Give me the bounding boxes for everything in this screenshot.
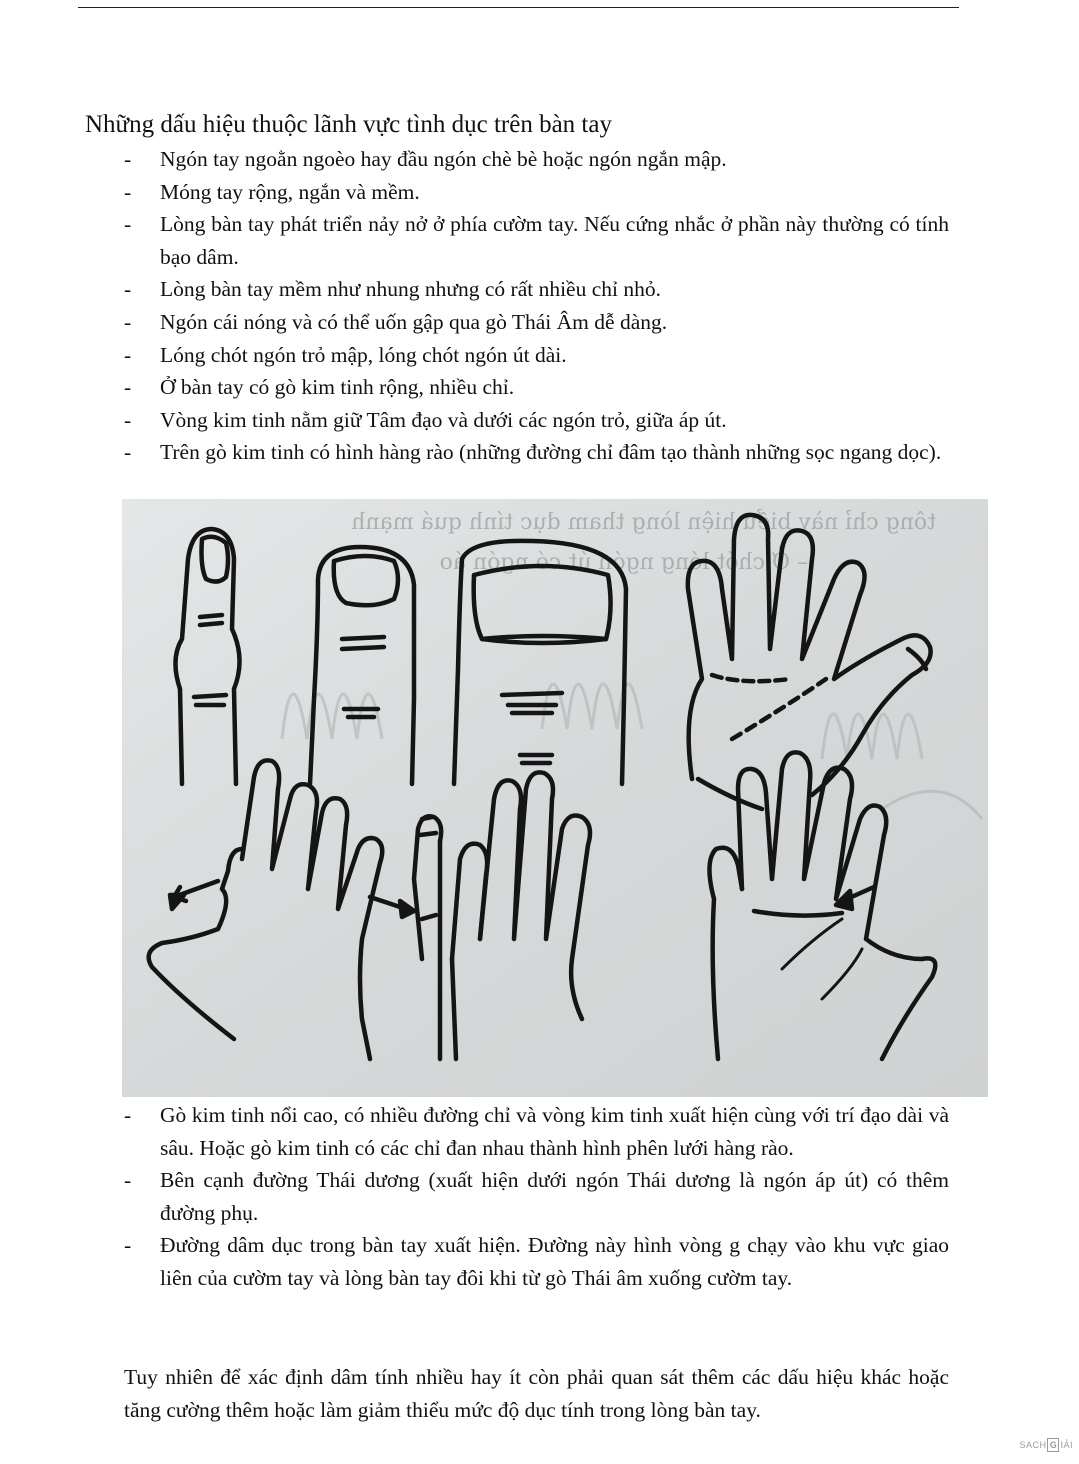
site-watermark — [1019, 1438, 1073, 1452]
header-rule — [78, 7, 959, 8]
section-heading: Những dấu hiệu thuộc lãnh vực tình dục trên bàn tay — [85, 111, 612, 138]
bleed-text-2: – Ở chót lóng ngón út có ngón áo — [439, 550, 808, 575]
list-item: - Vòng kim tinh nằm giữ Tâm đạo và dưới các ngón trỏ, giữa áp út. — [0, 404, 949, 437]
bullet-dash: - — [124, 342, 132, 367]
bullet-dash: - — [124, 147, 132, 171]
hand-illustration-drawing — [122, 499, 988, 1097]
list-item: - Bên cạnh đường Thái dương (xuất hiện dưới ngón Thái dương là ngón áp út) có thêm đường phụ. — [0, 1164, 949, 1229]
list-item: - Lòng bàn tay phát triển nảy nở ở phía cườm tay. Nếu cứng nhắc ở phần này thường có tính bạo dâm. — [0, 208, 949, 273]
hand-illustration — [122, 499, 988, 1097]
bleed-text-1: tông chỉ này biểu hiện lòng tham dục tính quá mạnh — [351, 510, 936, 535]
list-item: - Ở bàn tay có gò kim tinh rộng, nhiều chỉ. — [0, 371, 949, 404]
list-item: - Móng tay rộng, ngắn và mềm. — [0, 176, 949, 209]
bullet-dash: - — [124, 1103, 132, 1127]
bullet-dash: - — [124, 309, 132, 334]
list-item: - Đường dâm dục trong bàn tay xuất hiện. Đường này hình vòng g chạy vào khu vực giao liên của cườm tay và lòng bàn tay đôi khi từ gò Thái âm xuống cườm tay. — [0, 1229, 949, 1294]
bullet-dash: - — [124, 1168, 132, 1193]
list-item: - Ngón tay ngoằn ngoèo hay đầu ngón chè bè hoặc ngón ngắn mập. — [0, 143, 949, 176]
bullet-dash: - — [124, 212, 132, 237]
bullet-dash: - — [124, 277, 132, 302]
bullet-dash: - — [124, 179, 132, 204]
bullet-dash: - — [124, 1233, 132, 1258]
watermark-logo-icon: G — [1047, 1438, 1059, 1452]
list-item: - Trên gò kim tinh có hình hàng rào (những đường chỉ đâm tạo thành những sọc ngang dọc). — [0, 436, 949, 469]
list-item: - Ngón cái nóng và có thể uốn gập qua gò Thái Âm dễ dàng. — [0, 306, 949, 339]
sign-list-bottom — [0, 1099, 949, 1295]
bullet-dash: - — [124, 375, 132, 400]
list-item: - Lòng bàn tay mềm như nhung nhưng có rất nhiều chỉ nhỏ. — [0, 273, 949, 306]
bullet-dash: - — [124, 407, 132, 432]
sign-list-top — [0, 143, 949, 469]
closing-paragraph: Tuy nhiên để xác định dâm tính nhiều hay ít còn phải quan sát thêm các dấu hiệu khác hoặc tăng cường thêm hoặc làm giảm thiểu mức độ dục tính trong lòng bàn tay. — [124, 1365, 949, 1422]
watermark-left: SACH — [1019, 1440, 1047, 1450]
list-item: - Lóng chót ngón trỏ mập, lóng chót ngón út dài. — [0, 339, 949, 372]
list-item: - Gò kim tinh nổi cao, có nhiều đường chỉ và vòng kim tinh xuất hiện cùng với trí đạo dài và sâu. Hoặc gò kim tinh có các chỉ đan nhau thành hình phên lưới hàng rào. — [0, 1099, 949, 1164]
watermark-right: IẢI — [1060, 1440, 1073, 1450]
bullet-dash: - — [124, 440, 132, 465]
